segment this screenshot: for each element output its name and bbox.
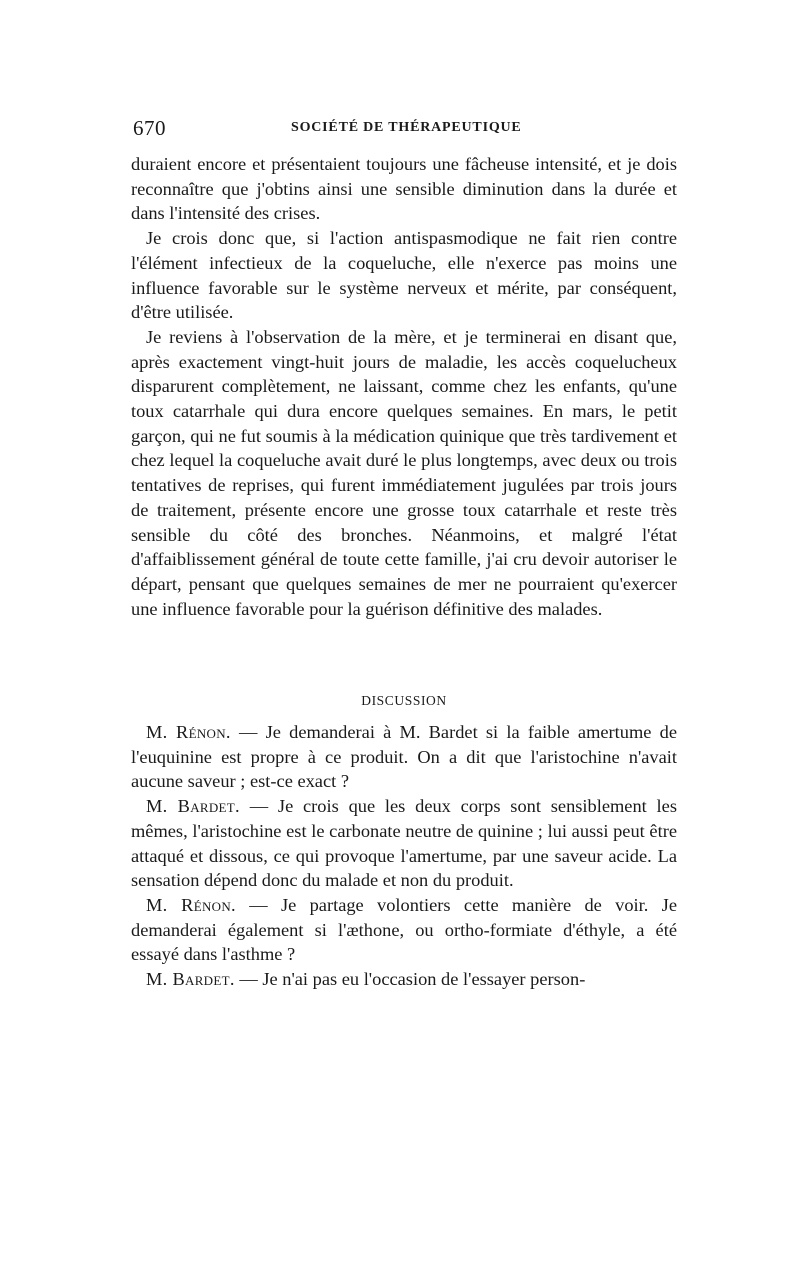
page-header [131, 114, 677, 144]
speaker-name: M. Bardet. [146, 796, 240, 817]
speaker-name: M. Rénon. [146, 722, 231, 742]
main-text [131, 152, 677, 621]
paragraph-continued: duraient encore et présentaient toujours une fâcheuse intensité, et je dois reconnaître que j'obtins ainsi une sensible diminution dans la durée et dans l'intensité des crises. [131, 154, 677, 224]
discussion-entry [131, 794, 677, 893]
section-heading-discussion: DISCUSSION [361, 693, 447, 708]
speaker-text: — Je partage volontiers cette manière de voir. Je demanderai également si l'æthone, ou ortho-formiate d'éthyle, a été essayé dans l'asthme ? [131, 894, 677, 965]
speaker-name: M. Rénon. [146, 894, 236, 915]
discussion-entry [131, 720, 677, 794]
discussion-entry [131, 967, 677, 992]
speaker-name: M. Bardet. [146, 969, 235, 990]
paragraph: Je reviens à l'observation de la mère, et je terminerai en disant que, après exactement vingt-huit jours de maladie, les accès coquelucheux disparurent complètement, ne laissant, comme chez les enfants, qu'une toux catarrhale qui dura encore quelques semaines. En mars, le petit garçon, qui ne fut soumis à la médication quinique que très tardivement et chez lequel la coqueluche avait duré le plus longtemps, avec deux ou trois tentatives de reprises, qui furent immédiatement jugulées par trois jours de traitement, présente encore une grosse toux catarrhale et reste très sensible du côté des bronches. Néanmoins, et malgré l'état d'affaiblissement général de toute cette famille, j'ai cru devoir autoriser le départ, pensant que quelques semaines de mer ne pourraient qu'exercer une influence favorable pour la guérison définitive des malades. [131, 326, 677, 619]
discussion-entry [131, 893, 677, 967]
running-title: SOCIÉTÉ DE THÉRAPEUTIQUE [291, 120, 522, 135]
paragraph: Je crois donc que, si l'action antispasmodique ne fait rien contre l'élément infectieux de la coqueluche, elle n'exerce pas moins une influence favorable sur le système nerveux et mérite, par conséquent, d'être utilisée. [131, 228, 677, 323]
discussion-section [131, 720, 677, 992]
speaker-text: — Je crois que les deux corps sont sensiblement les mêmes, l'aristochine est le carbonate neutre de quinine ; lui aussi peut être attaqué et dissous, ce qui provoque l'amertume, par une saveur acide. La sensation dépend donc du malade et non du produit. [131, 796, 677, 891]
page-number: 670 [133, 116, 166, 140]
speaker-text: — Je demanderai à M. Bardet si la faible amertume de l'euquinine est propre à ce produit. On a dit que l'aristochine n'avait aucune saveur ; est-ce exact ? [131, 722, 677, 792]
speaker-text: — Je n'ai pas eu l'occasion de l'essayer person- [234, 969, 586, 990]
